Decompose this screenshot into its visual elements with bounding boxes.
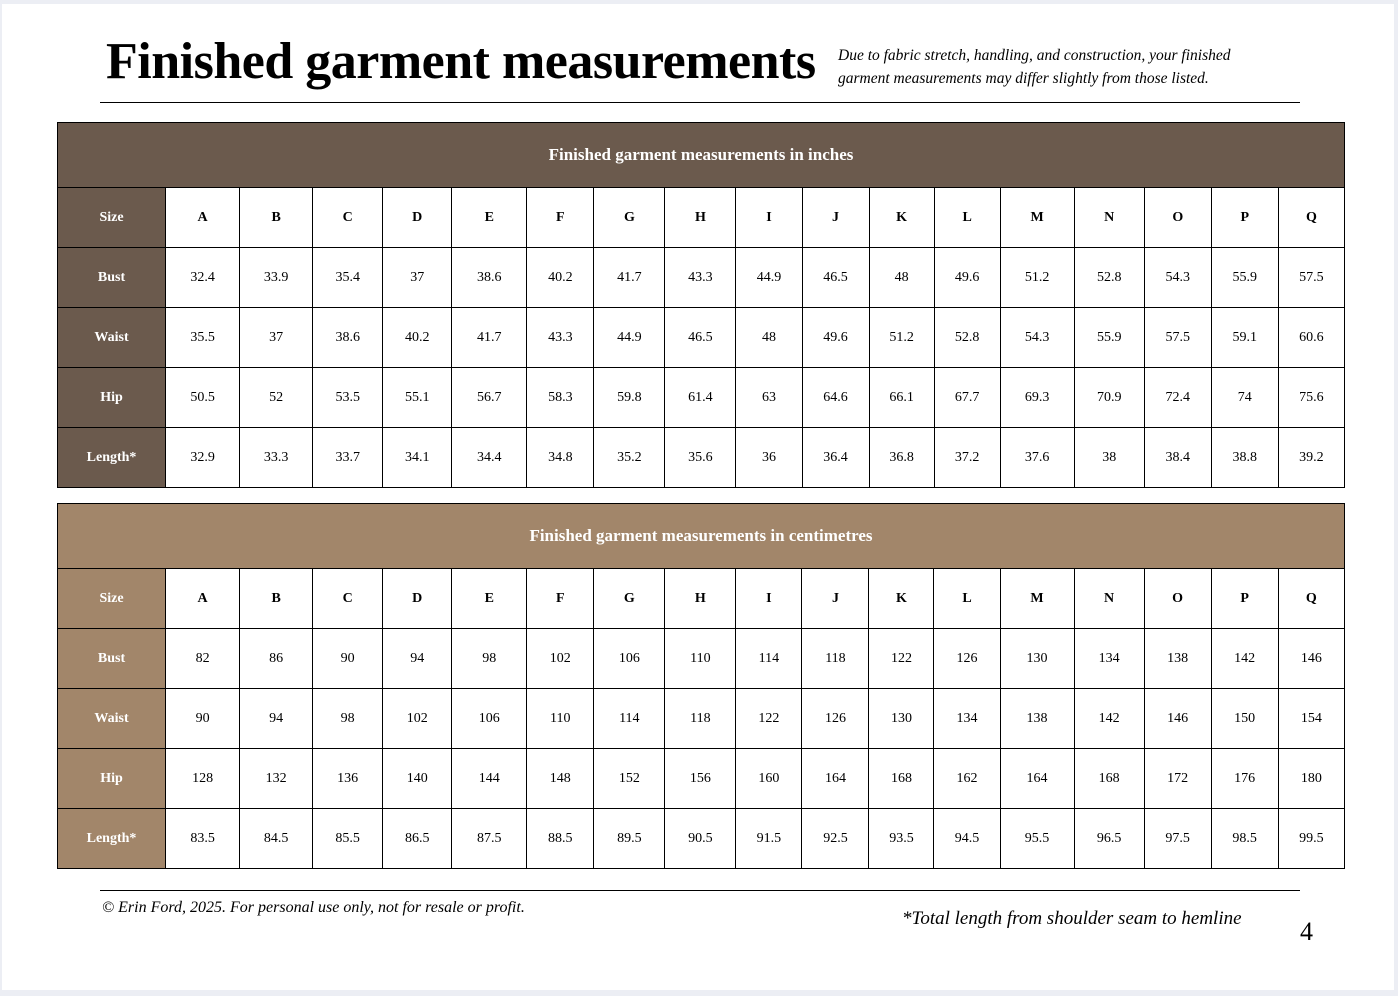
measurement-cell: 37.6 bbox=[1000, 428, 1074, 488]
measurement-cell: 35.6 bbox=[665, 428, 736, 488]
size-column-header: C bbox=[313, 569, 383, 629]
measurement-cell: 83.5 bbox=[166, 809, 240, 869]
measurement-cell: 51.2 bbox=[869, 308, 934, 368]
size-column-header: J bbox=[802, 569, 869, 629]
measurement-cell: 140 bbox=[383, 749, 452, 809]
measurement-cell: 82 bbox=[166, 629, 240, 689]
measurement-cell: 58.3 bbox=[527, 368, 594, 428]
table-row bbox=[58, 689, 1345, 749]
measurement-cell: 54.3 bbox=[1000, 308, 1074, 368]
row-label: Hip bbox=[58, 749, 166, 809]
measurement-cell: 146 bbox=[1278, 629, 1344, 689]
size-column-header: C bbox=[313, 188, 383, 248]
measurement-cell: 33.7 bbox=[313, 428, 383, 488]
measurement-cell: 87.5 bbox=[452, 809, 527, 869]
measurement-cell: 86 bbox=[240, 629, 313, 689]
measurement-cell: 102 bbox=[527, 629, 594, 689]
measurement-cell: 148 bbox=[527, 749, 594, 809]
size-header-row bbox=[58, 569, 1345, 629]
measurement-cell: 50.5 bbox=[166, 368, 240, 428]
measurement-cell: 52.8 bbox=[934, 308, 1000, 368]
measurement-cell: 138 bbox=[1144, 629, 1211, 689]
measurement-cell: 93.5 bbox=[869, 809, 934, 869]
measurement-cell: 136 bbox=[313, 749, 383, 809]
footer-divider bbox=[100, 890, 1300, 891]
measurement-cell: 34.4 bbox=[452, 428, 527, 488]
measurement-cell: 92.5 bbox=[802, 809, 869, 869]
measurement-cell: 106 bbox=[594, 629, 665, 689]
table-row bbox=[58, 308, 1345, 368]
measurement-cell: 90 bbox=[313, 629, 383, 689]
size-column-header: O bbox=[1144, 188, 1211, 248]
measurement-cell: 36.8 bbox=[869, 428, 934, 488]
size-column-header: L bbox=[934, 188, 1000, 248]
measurement-cell: 52 bbox=[240, 368, 313, 428]
size-column-header: O bbox=[1144, 569, 1211, 629]
measurement-cell: 168 bbox=[869, 749, 934, 809]
size-column-header: K bbox=[869, 569, 934, 629]
measurement-cell: 96.5 bbox=[1074, 809, 1144, 869]
size-column-header: J bbox=[802, 188, 869, 248]
table-row bbox=[58, 629, 1345, 689]
measurement-cell: 110 bbox=[665, 629, 736, 689]
measurement-cell: 37.2 bbox=[934, 428, 1000, 488]
measurement-cell: 126 bbox=[934, 629, 1000, 689]
measurement-cell: 162 bbox=[934, 749, 1000, 809]
row-label: Length* bbox=[58, 428, 166, 488]
measurement-cell: 98.5 bbox=[1211, 809, 1278, 869]
measurement-cell: 85.5 bbox=[313, 809, 383, 869]
measurement-cell: 150 bbox=[1211, 689, 1278, 749]
size-column-header: P bbox=[1211, 188, 1278, 248]
measurement-cell: 52.8 bbox=[1074, 248, 1144, 308]
size-column-header: H bbox=[665, 188, 736, 248]
length-footnote: *Total length from shoulder seam to hemline bbox=[902, 908, 1242, 929]
measurement-cell: 59.8 bbox=[594, 368, 665, 428]
size-column-header: G bbox=[594, 569, 665, 629]
measurement-cell: 43.3 bbox=[527, 308, 594, 368]
measurement-cell: 122 bbox=[869, 629, 934, 689]
measurement-cell: 63 bbox=[736, 368, 802, 428]
measurement-cell: 60.6 bbox=[1278, 308, 1344, 368]
inches-table bbox=[57, 122, 1345, 488]
measurement-cell: 130 bbox=[869, 689, 934, 749]
measurement-cell: 114 bbox=[736, 629, 802, 689]
copyright-notice: © Erin Ford, 2025. For personal use only, not for resale or profit. bbox=[102, 899, 525, 916]
measurement-cell: 34.1 bbox=[383, 428, 452, 488]
table-row bbox=[58, 428, 1345, 488]
measurement-cell: 180 bbox=[1278, 749, 1344, 809]
size-column-header: M bbox=[1000, 569, 1074, 629]
row-label: Waist bbox=[58, 689, 166, 749]
size-column-header: A bbox=[166, 569, 240, 629]
measurement-cell: 66.1 bbox=[869, 368, 934, 428]
measurement-cell: 168 bbox=[1074, 749, 1144, 809]
measurement-cell: 48 bbox=[869, 248, 934, 308]
measurement-cell: 61.4 bbox=[665, 368, 736, 428]
table-row bbox=[58, 368, 1345, 428]
measurement-cell: 86.5 bbox=[383, 809, 452, 869]
measurement-cell: 38 bbox=[1074, 428, 1144, 488]
size-column-header: M bbox=[1000, 188, 1074, 248]
header-divider bbox=[100, 102, 1300, 103]
measurement-cell: 160 bbox=[736, 749, 802, 809]
measurement-cell: 46.5 bbox=[802, 248, 869, 308]
measurement-cell: 40.2 bbox=[527, 248, 594, 308]
size-column-header: Q bbox=[1278, 569, 1344, 629]
measurement-cell: 54.3 bbox=[1144, 248, 1211, 308]
size-column-header: N bbox=[1074, 188, 1144, 248]
measurement-cell: 90.5 bbox=[665, 809, 736, 869]
measurement-cell: 84.5 bbox=[240, 809, 313, 869]
measurement-cell: 94 bbox=[240, 689, 313, 749]
measurement-cell: 132 bbox=[240, 749, 313, 809]
measurement-cell: 102 bbox=[383, 689, 452, 749]
size-row-label: Size bbox=[58, 188, 166, 248]
size-column-header: L bbox=[934, 569, 1000, 629]
table-caption: Finished garment measurements in inches bbox=[58, 123, 1345, 188]
measurement-cell: 51.2 bbox=[1000, 248, 1074, 308]
measurement-cell: 48 bbox=[736, 308, 802, 368]
row-label: Bust bbox=[58, 629, 166, 689]
size-column-header: B bbox=[240, 188, 313, 248]
measurement-cell: 98 bbox=[452, 629, 527, 689]
measurement-cell: 55.1 bbox=[383, 368, 452, 428]
page-title: Finished garment measurements bbox=[106, 33, 816, 90]
table-row bbox=[58, 248, 1345, 308]
measurement-cell: 122 bbox=[736, 689, 802, 749]
measurement-cell: 152 bbox=[594, 749, 665, 809]
measurement-cell: 49.6 bbox=[802, 308, 869, 368]
measurement-cell: 35.2 bbox=[594, 428, 665, 488]
page-number: 4 bbox=[1300, 917, 1313, 946]
measurement-cell: 35.5 bbox=[166, 308, 240, 368]
measurement-cell: 49.6 bbox=[934, 248, 1000, 308]
measurement-cell: 134 bbox=[934, 689, 1000, 749]
measurement-cell: 89.5 bbox=[594, 809, 665, 869]
measurement-cell: 110 bbox=[527, 689, 594, 749]
measurement-cell: 97.5 bbox=[1144, 809, 1211, 869]
measurement-cell: 38.6 bbox=[452, 248, 527, 308]
measurement-cell: 57.5 bbox=[1278, 248, 1344, 308]
measurement-cell: 38.6 bbox=[313, 308, 383, 368]
measurement-cell: 33.9 bbox=[240, 248, 313, 308]
measurement-cell: 134 bbox=[1074, 629, 1144, 689]
measurement-cell: 72.4 bbox=[1144, 368, 1211, 428]
measurement-cell: 40.2 bbox=[383, 308, 452, 368]
centimetres-table bbox=[57, 503, 1345, 869]
size-column-header: K bbox=[869, 188, 934, 248]
measurement-cell: 90 bbox=[166, 689, 240, 749]
table-row bbox=[58, 809, 1345, 869]
measurement-cell: 126 bbox=[802, 689, 869, 749]
measurement-cell: 57.5 bbox=[1144, 308, 1211, 368]
measurement-cell: 43.3 bbox=[665, 248, 736, 308]
measurement-cell: 106 bbox=[452, 689, 527, 749]
measurement-cell: 94.5 bbox=[934, 809, 1000, 869]
measurement-cell: 41.7 bbox=[452, 308, 527, 368]
row-label: Waist bbox=[58, 308, 166, 368]
measurement-cell: 32.9 bbox=[166, 428, 240, 488]
measurement-cell: 172 bbox=[1144, 749, 1211, 809]
measurement-cell: 144 bbox=[452, 749, 527, 809]
measurement-cell: 98 bbox=[313, 689, 383, 749]
measurement-cell: 164 bbox=[802, 749, 869, 809]
size-column-header: I bbox=[736, 188, 802, 248]
measurement-cell: 38.8 bbox=[1211, 428, 1278, 488]
measurement-cell: 41.7 bbox=[594, 248, 665, 308]
measurement-cell: 128 bbox=[166, 749, 240, 809]
table-row bbox=[58, 749, 1345, 809]
size-column-header: Q bbox=[1278, 188, 1344, 248]
measurement-cell: 32.4 bbox=[166, 248, 240, 308]
size-column-header: N bbox=[1074, 569, 1144, 629]
size-column-header: D bbox=[383, 188, 452, 248]
measurement-cell: 70.9 bbox=[1074, 368, 1144, 428]
measurement-cell: 91.5 bbox=[736, 809, 802, 869]
size-column-header: H bbox=[665, 569, 736, 629]
size-column-header: I bbox=[736, 569, 802, 629]
measurement-cell: 33.3 bbox=[240, 428, 313, 488]
size-column-header: F bbox=[527, 569, 594, 629]
measurement-cell: 146 bbox=[1144, 689, 1211, 749]
measurement-cell: 95.5 bbox=[1000, 809, 1074, 869]
size-row-label: Size bbox=[58, 569, 166, 629]
measurement-cell: 46.5 bbox=[665, 308, 736, 368]
measurement-cell: 44.9 bbox=[736, 248, 802, 308]
measurement-cell: 75.6 bbox=[1278, 368, 1344, 428]
row-label: Length* bbox=[58, 809, 166, 869]
size-column-header: F bbox=[527, 188, 594, 248]
measurement-cell: 94 bbox=[383, 629, 452, 689]
measurement-cell: 74 bbox=[1211, 368, 1278, 428]
measurement-disclaimer: Due to fabric stretch, handling, and construction, your finished garment measurements may differ slightly from those listed. bbox=[838, 47, 1231, 87]
measurement-cell: 67.7 bbox=[934, 368, 1000, 428]
measurement-cell: 142 bbox=[1211, 629, 1278, 689]
measurement-cell: 37 bbox=[240, 308, 313, 368]
row-label: Bust bbox=[58, 248, 166, 308]
measurement-cell: 64.6 bbox=[802, 368, 869, 428]
measurement-cell: 69.3 bbox=[1000, 368, 1074, 428]
measurement-cell: 38.4 bbox=[1144, 428, 1211, 488]
measurement-cell: 36 bbox=[736, 428, 802, 488]
size-column-header: B bbox=[240, 569, 313, 629]
measurement-cell: 55.9 bbox=[1211, 248, 1278, 308]
measurement-cell: 118 bbox=[665, 689, 736, 749]
table-caption: Finished garment measurements in centimetres bbox=[58, 504, 1345, 569]
measurement-cell: 156 bbox=[665, 749, 736, 809]
measurement-cell: 55.9 bbox=[1074, 308, 1144, 368]
measurement-cell: 36.4 bbox=[802, 428, 869, 488]
measurement-cell: 56.7 bbox=[452, 368, 527, 428]
size-column-header: A bbox=[166, 188, 240, 248]
measurement-cell: 35.4 bbox=[313, 248, 383, 308]
measurement-cell: 142 bbox=[1074, 689, 1144, 749]
measurement-cell: 53.5 bbox=[313, 368, 383, 428]
size-column-header: E bbox=[452, 188, 527, 248]
measurement-cell: 118 bbox=[802, 629, 869, 689]
size-column-header: D bbox=[383, 569, 452, 629]
measurement-cell: 37 bbox=[383, 248, 452, 308]
measurement-cell: 138 bbox=[1000, 689, 1074, 749]
document-page bbox=[2, 4, 1394, 990]
size-header-row bbox=[58, 188, 1345, 248]
row-label: Hip bbox=[58, 368, 166, 428]
measurement-cell: 44.9 bbox=[594, 308, 665, 368]
size-column-header: E bbox=[452, 569, 527, 629]
measurement-cell: 59.1 bbox=[1211, 308, 1278, 368]
measurement-cell: 154 bbox=[1278, 689, 1344, 749]
measurement-cell: 130 bbox=[1000, 629, 1074, 689]
size-column-header: P bbox=[1211, 569, 1278, 629]
measurement-cell: 114 bbox=[594, 689, 665, 749]
measurement-cell: 88.5 bbox=[527, 809, 594, 869]
measurement-cell: 176 bbox=[1211, 749, 1278, 809]
size-column-header: G bbox=[594, 188, 665, 248]
measurement-cell: 99.5 bbox=[1278, 809, 1344, 869]
measurement-cell: 34.8 bbox=[527, 428, 594, 488]
measurement-cell: 164 bbox=[1000, 749, 1074, 809]
measurement-cell: 39.2 bbox=[1278, 428, 1344, 488]
